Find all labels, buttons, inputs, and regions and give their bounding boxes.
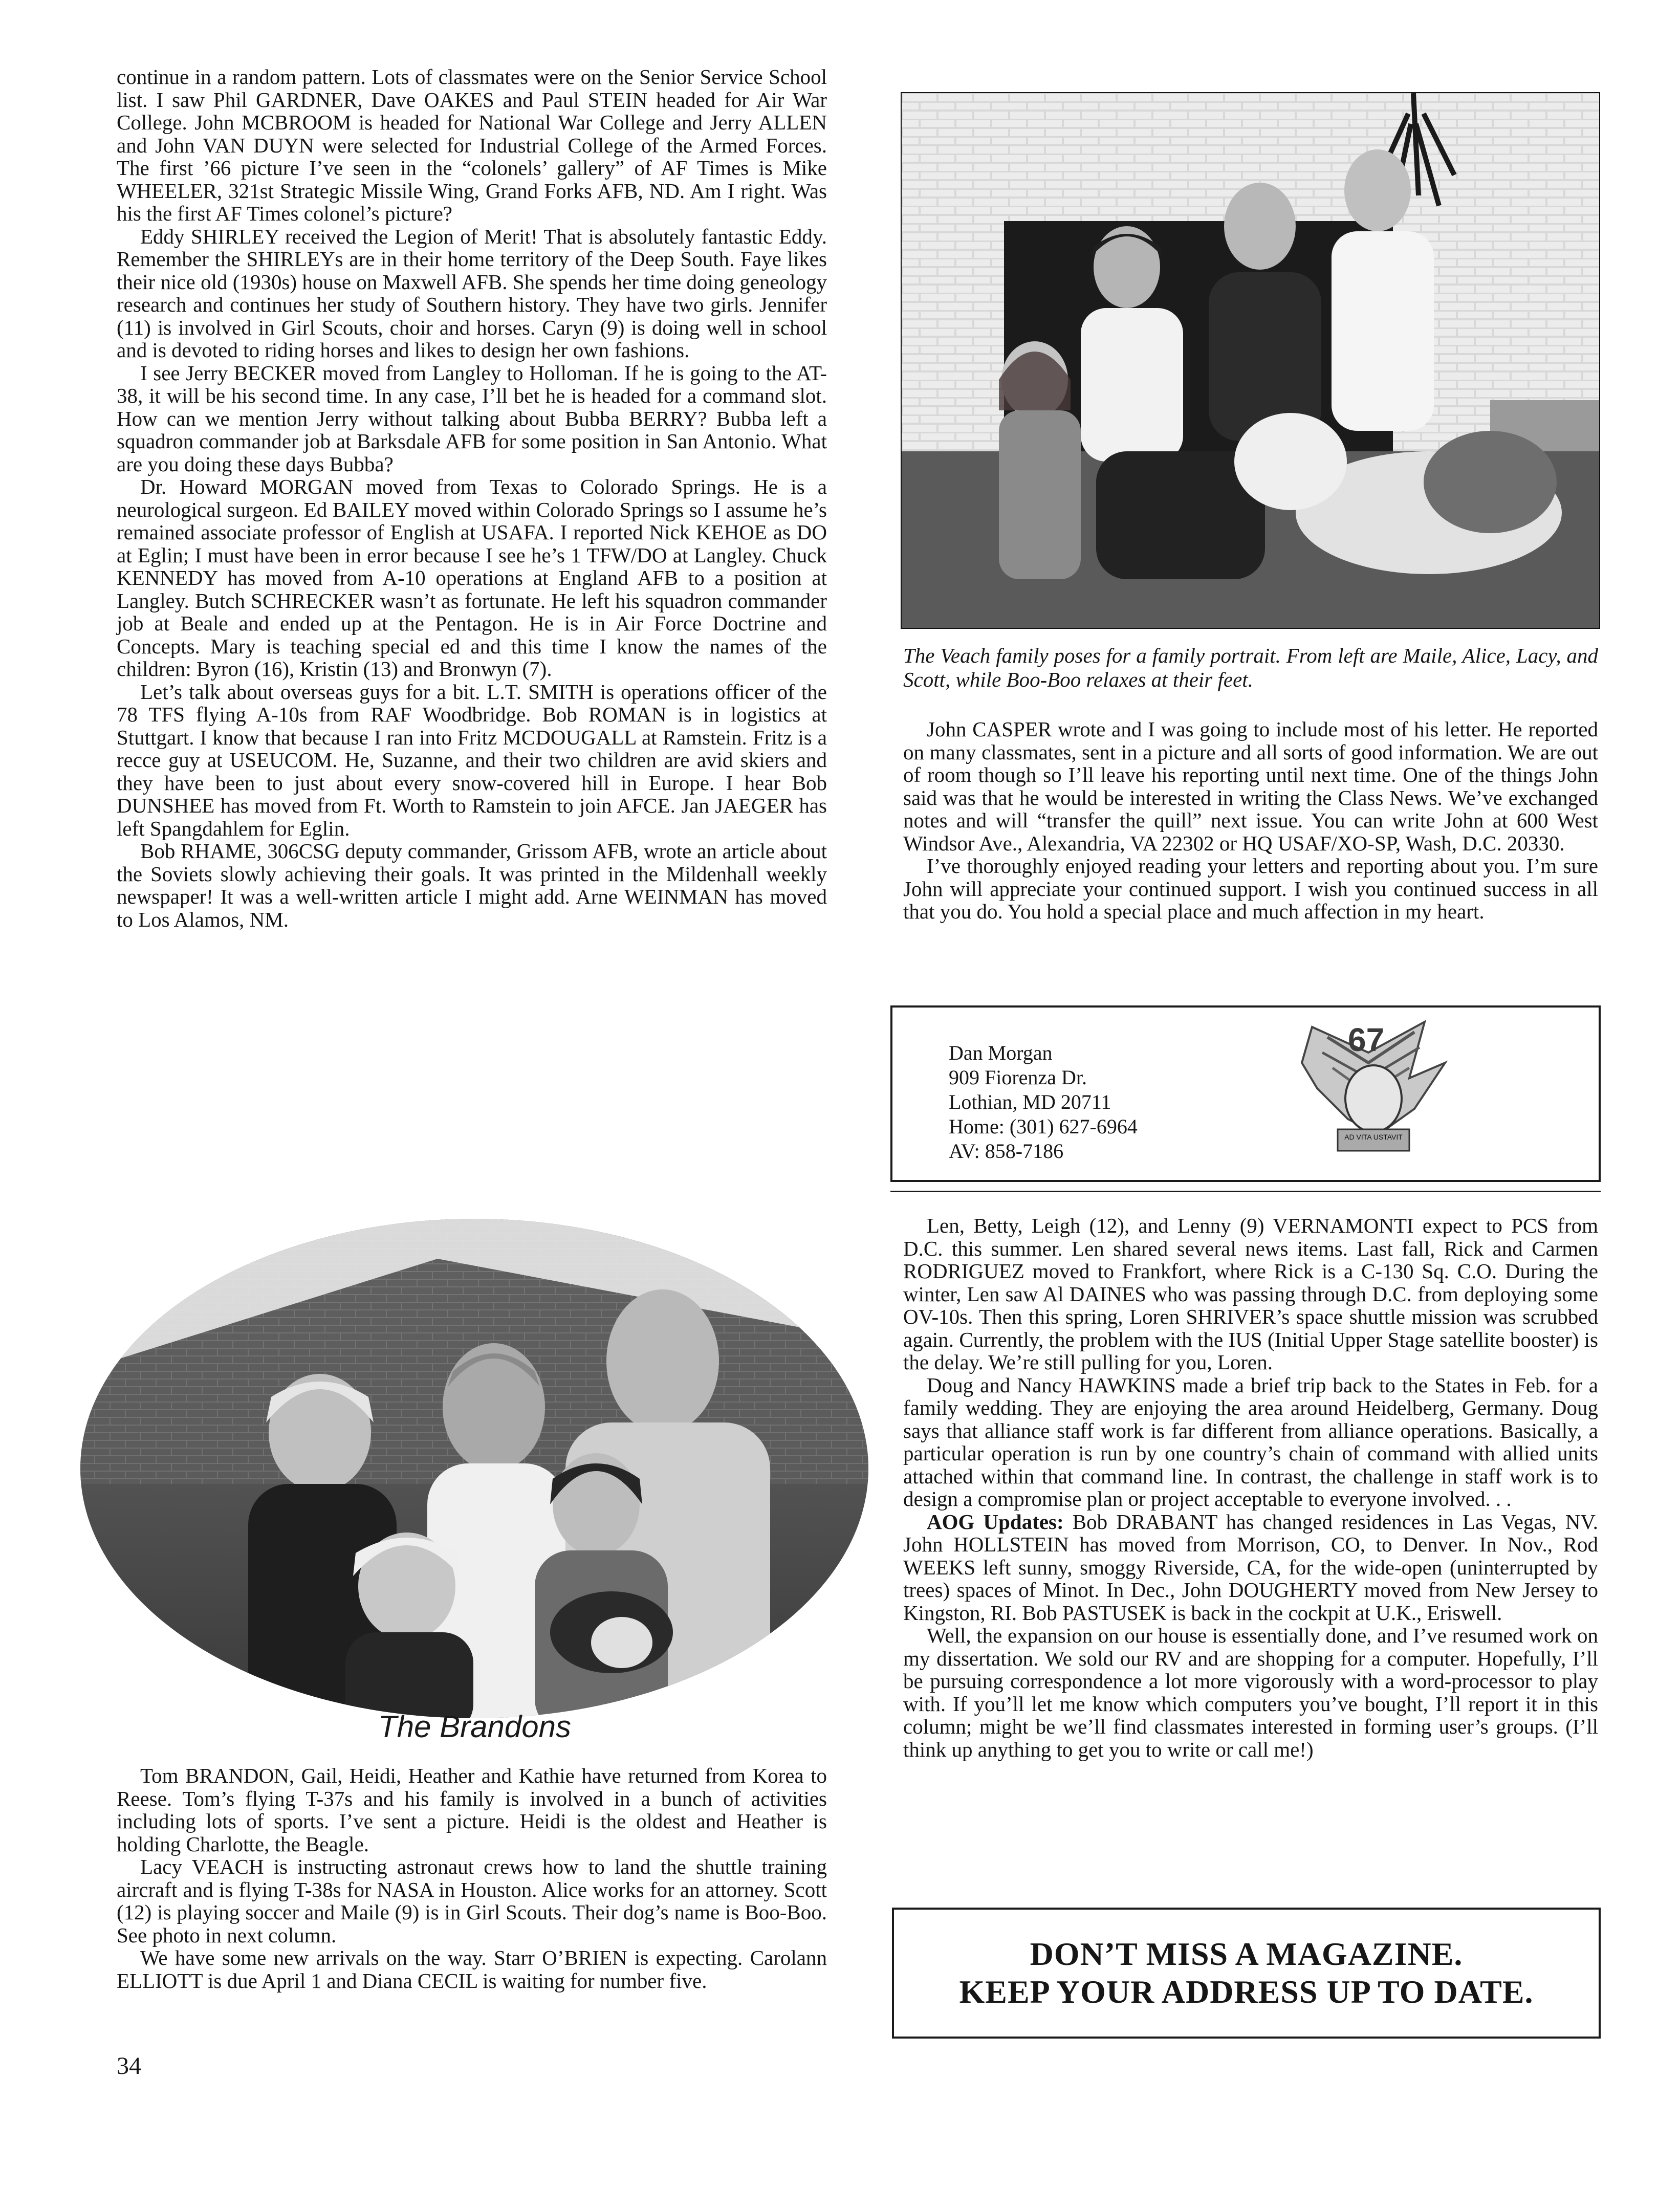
brandon-family-photo bbox=[79, 1218, 870, 1719]
article-paragraph: Len, Betty, Leigh (12), and Lenny (9) VERNAMONTI expect to PCS from D.C. this summer. Len shared several news items. Last fall, Rick and Carmen RODRIGUEZ moved to Frankfort, where Rick is a C-130 Sq. C.O. During the winter, Len saw Al DAINES who was passing through D.C. from deploying some OV-10s. Then this spring, Loren SHRIVER’s space shuttle mission was scrubbed again. Currently, the problem with the IUS (Initial Upper Stage satellite booster) is the delay. We’re still pulling for you, Loren. bbox=[903, 1214, 1598, 1374]
correspondent-city: Lothian, MD 20711 bbox=[949, 1090, 1111, 1113]
article-paragraph: I’ve thoroughly enjoyed reading your letters and reporting about you. I’m sure John will appreciate your continued support. I wish you continued success in all that you do. You hold a special place and much affection in my heart. bbox=[903, 854, 1598, 923]
article-paragraph: continue in a random pattern. Lots of classmates were on the Senior Service School list. I saw Phil GARDNER, Dave OAKES and Paul STEIN headed for Air War College. John MCBROOM is headed for National War College and Jerry ALLEN and John VAN DUYN were selected for Industrial College of the Armed Forces. The first ’66 picture I’ve seen in the “colonels’ gallery” of AF Times is Mike WHEELER, 321st Strategic Missile Wing, Grand Forks AFB, ND. Am I right. Was his the first AF Times colonel’s picture? bbox=[117, 65, 827, 225]
article-paragraph: Eddy SHIRLEY received the Legion of Merit! That is absolutely fantastic Eddy. Remember the SHIRLEYs are in their home territory of the Deep South. Faye likes their nice old (1930s) house on Maxwell AFB. She spends her time doing geneology research and continues her study of Southern history. They have two girls. Jennifer (11) is involved in Girl Scouts, choir and horses. Caryn (9) is doing well in school and is devoted to riding horses and likes to design her own fashions. bbox=[117, 224, 827, 362]
banner-line-2: KEEP YOUR ADDRESS UP TO DATE. bbox=[959, 1974, 1534, 2010]
address-box bbox=[890, 1005, 1601, 1182]
left-column-lower bbox=[117, 1764, 827, 1992]
class-crest-icon bbox=[1292, 1017, 1455, 1170]
correspondent-street: 909 Fiorenza Dr. bbox=[949, 1066, 1087, 1089]
brandon-photo-graphic bbox=[79, 1218, 870, 1719]
address-box-divider bbox=[890, 1191, 1601, 1192]
page-number: 34 bbox=[117, 2052, 141, 2079]
veach-family-photo bbox=[901, 92, 1600, 629]
article-paragraph: John CASPER wrote and I was going to include most of his letter. He reported on many classmates, sent in a picture and all sorts of good information. We are out of room though so I’ll leave his reporting until next time. One of the things John said was that he would be interested in writing the Class News. We’ve exchanged notes and will “transfer the quill” next issue. You can write John at 600 West Windsor Ave., Alexandria, VA 22302 or HQ USAF/XO-SP, Wash, D.C. 20330. bbox=[903, 717, 1598, 855]
article-paragraph: Let’s talk about overseas guys for a bit. L.T. SMITH is operations officer of the 78 TFS flying A-10s from RAF Woodbridge. Bob ROMAN is in logistics at Stuttgart. I know that because I ran into Fritz MCDOUGALL at Ramstein. Fritz is a recce guy at USEUCOM. He, Suzanne, and their two children are avid skiers and they have been to just about every snow-covered hill in Europe. I hear Bob DUNSHEE has moved from Ft. Worth to Ramstein to join AFCE. Jan JAEGER has left Spangdahlem for Eglin. bbox=[117, 680, 827, 840]
address-reminder-banner bbox=[892, 1908, 1601, 2039]
brandon-photo-caption: The Brandons bbox=[378, 1710, 571, 1744]
correspondent-home-phone: Home: (301) 627-6964 bbox=[949, 1115, 1138, 1138]
correspondent-av-phone: AV: 858-7186 bbox=[949, 1140, 1064, 1163]
right-column-upper bbox=[903, 718, 1598, 923]
article-paragraph: Tom BRANDON, Gail, Heidi, Heather and Kathie have returned from Korea to Reese. Tom’s flying T-37s and his family is involved in a bunch of activities including lots of sports. I’ve sent a picture. Heidi is the oldest and Heather is holding Charlotte, the Beagle. bbox=[117, 1764, 827, 1856]
crest-motto: AD VITA USTAVIT bbox=[1344, 1133, 1403, 1141]
article-paragraph: Doug and Nancy HAWKINS made a brief trip back to the States in Feb. for a family wedding. They are enjoying the area around Heidelberg, Germany. Doug says that alliance staff work is far different from alliance operations. Basically, a particular operation is run by one country’s chain of command with allied units attached within that command line. In contrast, the challenge in staff work is to design a compromise plan or project acceptable to everyone involved. . . bbox=[903, 1373, 1598, 1511]
article-paragraph: Well, the expansion on our house is essentially done, and I’ve resumed work on my dissertation. We sold our RV and are shopping for a computer. Hopefully, I’ll be pursuing correspondence a lot more vigorously with a word-processor to play with. If you’ll let me know which computers you’ve bought, I’ll report it in this column; might be we’ll find classmates interested in forming user’s groups. (I’ll think up anything to get you to write or call me!) bbox=[903, 1624, 1598, 1761]
correspondent-address bbox=[949, 1041, 1138, 1164]
veach-photo-graphic bbox=[902, 93, 1599, 628]
aog-updates-paragraph bbox=[903, 1511, 1598, 1625]
article-paragraph: Dr. Howard MORGAN moved from Texas to Colorado Springs. He is a neurological surgeon. Ed BAILEY moved within Colorado Springs so I assume he’s remained associate professor of English at USAFA. I reported Nick KEHOE as DO at Eglin; I must have been in error because I see he’s 1 TFW/DO at Langley. Chuck KENNEDY has moved from A-10 operations at England AFB to a position at Langley. Butch SCHRECKER wasn’t as fortunate. He left his squadron commander job at Beale and ended up at the Pentagon. He is in Air Force Doctrine and Concepts. Mary is teaching special ed and this time I know the names of the children: Byron (16), Kristin (13) and Bronwyn (7). bbox=[117, 475, 827, 681]
left-column-upper bbox=[117, 65, 827, 931]
article-paragraph: We have some new arrivals on the way. Starr O’BRIEN is expecting. Carolann ELLIOTT is due April 1 and Diana CECIL is waiting for number five. bbox=[117, 1946, 827, 1993]
aog-updates-label: AOG Updates: bbox=[927, 1509, 1064, 1534]
article-paragraph: I see Jerry BECKER moved from Langley to Holloman. If he is going to the AT-38, it will be his second time. In any case, I’ll bet he is headed for a command slot. How can we mention Jerry without talking about Bubba BERRY? Bubba left a squadron commander job at Barksdale AFB for some position in San Antonio. What are you doing these days Bubba? bbox=[117, 361, 827, 476]
article-paragraph: Lacy VEACH is instructing astronaut crews how to land the shuttle training aircraft and is flying T-38s for NASA in Houston. Alice works for an attorney. Scott (12) is playing soccer and Maile (9) is in Girl Scouts. Their dog’s name is Boo-Boo. See photo in next column. bbox=[117, 1855, 827, 1947]
aog-updates-text: Bob DRABANT has changed residences in Las Vegas, NV. John HOLLSTEIN has moved from Morrison, CO, to Denver. In Nov., Rod WEEKS left sunny, smoggy Riverside, CA, for the wide-open (uninterrupted by trees) spaces of Minot. In Dec., John DOUGHERTY moved from New Jersey to Kingston, RI. Bob PASTUSEK is back in the cockpit at U.K., Eriswell. bbox=[903, 1509, 1598, 1625]
correspondent-name: Dan Morgan bbox=[949, 1041, 1053, 1064]
right-column-lower bbox=[903, 1214, 1598, 1761]
veach-photo-caption: The Veach family poses for a family portrait. From left are Maile, Alice, Lacy, and Scott, while Boo-Boo relaxes at their feet. bbox=[903, 644, 1598, 691]
crest-numerals: 67 bbox=[1348, 1021, 1385, 1058]
article-paragraph: Bob RHAME, 306CSG deputy commander, Grissom AFB, wrote an article about the Soviets slowly achieving their goals. It was printed in the Mildenhall weekly newspaper! It was a well-written article I might add. Arne WEINMAN has moved to Los Alamos, NM. bbox=[117, 839, 827, 931]
banner-line-1: DON’T MISS A MAGAZINE. bbox=[1030, 1936, 1463, 1972]
